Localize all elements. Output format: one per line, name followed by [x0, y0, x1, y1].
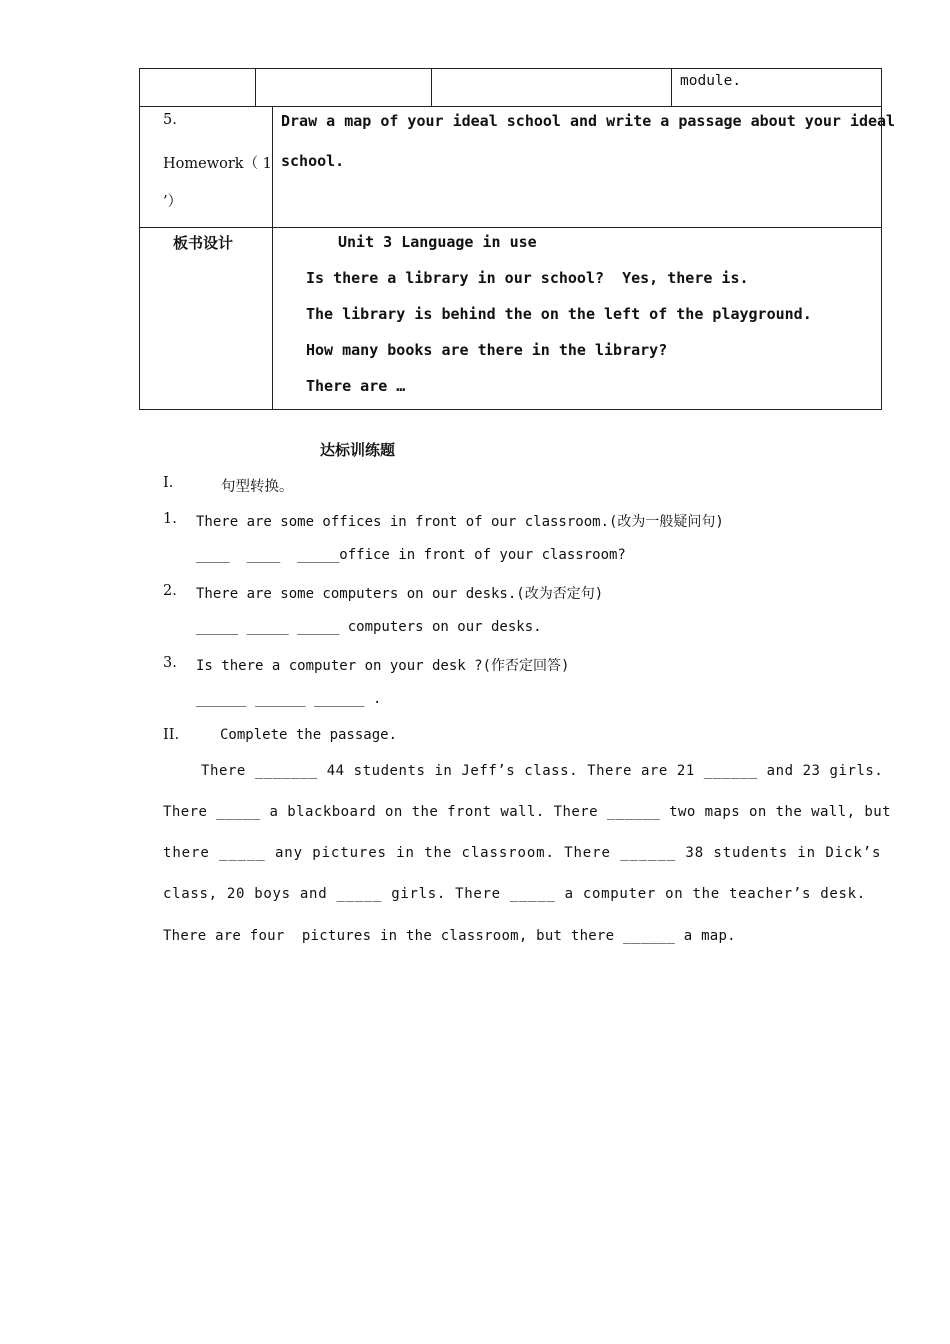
- board-design-label: 板书设计: [173, 234, 234, 252]
- board-line: Unit 3 Language in use: [338, 233, 537, 251]
- homework-step-number: 5.: [163, 112, 177, 128]
- item-answer-blank: ____ ____ _____office in front of your classroom?: [196, 547, 626, 563]
- table-border-row2: [139, 227, 882, 228]
- item-question: There are some computers on our desks.(改为否定句): [196, 586, 604, 602]
- table-border-left: [139, 68, 140, 410]
- homework-step-name: Homework（ 1: [163, 156, 272, 172]
- passage-line: There _______ 44 students in Jeff’s class. There are 21 ______ and 23 girls.: [201, 763, 884, 779]
- section1-number: I.: [163, 475, 174, 491]
- board-line: How many books are there in the library?: [306, 341, 668, 359]
- item-question: There are some offices in front of our classroom.(改为一般疑问句): [196, 514, 724, 530]
- item-number: 1.: [163, 511, 177, 527]
- item-number: 3.: [163, 655, 177, 671]
- section2-heading: Complete the passage.: [220, 727, 398, 743]
- board-line: Is there a library in our school? Yes, there is.: [306, 269, 749, 287]
- exercises-title: 达标训练题: [320, 441, 396, 459]
- table-border-row1: [139, 106, 882, 107]
- module-cell-text: module.: [680, 73, 742, 89]
- passage-line: there _____ any pictures in the classroom. There ______ 38 students in Dick’s: [163, 845, 882, 861]
- section2-number: II.: [163, 727, 180, 743]
- item-number: 2.: [163, 583, 177, 599]
- item-answer-blank: ______ ______ ______ .: [196, 691, 382, 707]
- table-border-top: [139, 68, 882, 69]
- homework-content-line: school.: [281, 152, 345, 170]
- table-border-bottom: [139, 409, 882, 410]
- table-col-divider: [272, 106, 273, 410]
- item-question: Is there a computer on your desk ?(作否定回答): [196, 658, 570, 674]
- board-line: There are …: [306, 377, 406, 395]
- table-col-divider: [671, 68, 672, 106]
- passage-line: There are four pictures in the classroom, but there ______ a map.: [163, 928, 736, 944]
- section1-heading: 句型转换。: [221, 479, 294, 495]
- item-answer-blank: _____ _____ _____ computers on our desks.: [196, 619, 542, 635]
- board-line: The library is behind the on the left of the playground.: [306, 305, 812, 323]
- homework-content-line: Draw a map of your ideal school and write a passage about your ideal: [281, 112, 896, 130]
- table-col-divider: [431, 68, 432, 106]
- homework-step-time: ’）: [163, 194, 183, 210]
- passage-line: There _____ a blackboard on the front wall. There ______ two maps on the wall, but: [163, 804, 892, 820]
- passage-line: class, 20 boys and _____ girls. There _____ a computer on the teacher’s desk.: [163, 886, 866, 902]
- table-col-divider: [255, 68, 256, 106]
